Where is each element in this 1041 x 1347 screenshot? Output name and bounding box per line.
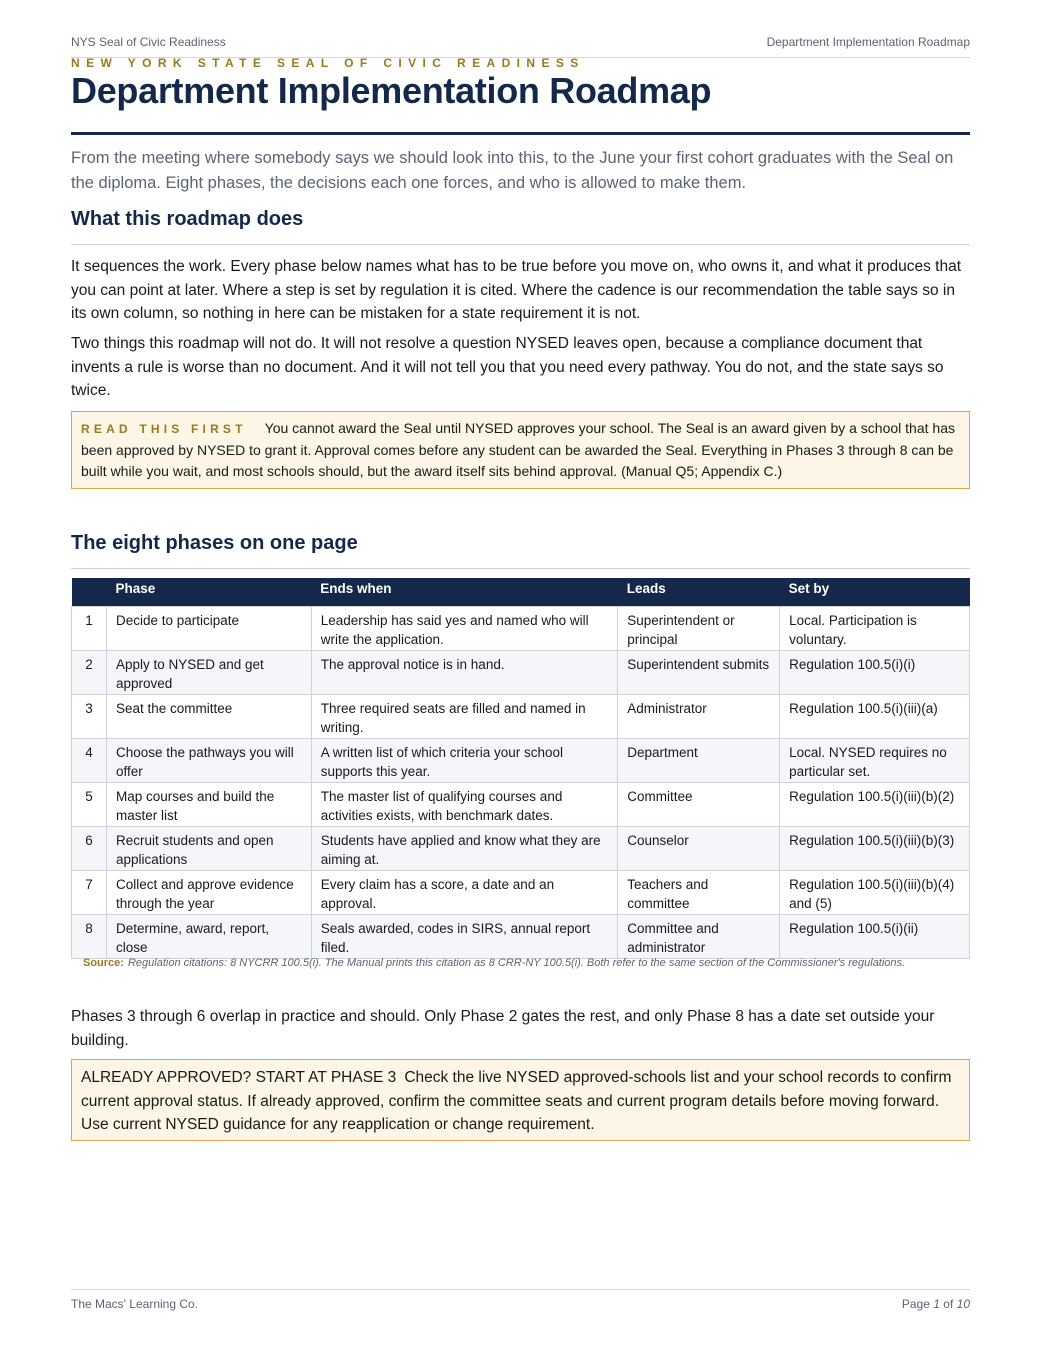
paragraph-sequence: It sequences the work. Every phase below names what has to be true before you move on, who owns it, and what it produces that you can point at later. Where a step is set by regulation it is cited. Where the cadence is our recommendation the table says so in its own column, so nothing in here can be mistaken for a state requirement it is not. <box>71 258 962 322</box>
cell-phase: Determine, award, report, close <box>106 914 311 958</box>
section-heading-roadmap: What this roadmap does <box>71 208 304 230</box>
table-row <box>72 738 970 782</box>
page-title: Department Implementation Roadmap <box>71 70 712 111</box>
cell-leads: Committee <box>618 782 780 826</box>
cell-ends-when: The approval notice is in hand. <box>311 650 618 694</box>
table-row <box>72 782 970 826</box>
table-row <box>72 914 970 958</box>
cell-ends-when: Every claim has a score, a date and an approval. <box>311 870 618 914</box>
lede: From the meeting where somebody says we should look into this, to the June your first cohort graduates with the Seal on the diploma. Eight phases, the decisions each one forces, and who is allowed to make them. <box>71 149 954 192</box>
callout-tag: READ THIS FIRST <box>81 422 247 436</box>
cell-phase: Map courses and build the master list <box>106 782 311 826</box>
cell-phase: Apply to NYSED and get approved <box>106 650 311 694</box>
cell-leads: Department <box>618 738 780 782</box>
column-header <box>72 578 107 606</box>
page-number <box>902 1297 970 1311</box>
cell-set-by: Regulation 100.5(i)(iii)(b)(2) <box>780 782 970 826</box>
cell-phase: Choose the pathways you will offer <box>106 738 311 782</box>
cell-ends-when: Seals awarded, codes in SIRS, annual report filed. <box>311 914 618 958</box>
callout-tag: ALREADY APPROVED? START AT PHASE 3 <box>81 1069 397 1086</box>
page-footer <box>71 1289 970 1314</box>
table-row <box>72 606 970 650</box>
callout-already-approved <box>71 1059 970 1141</box>
callout-text: You cannot award the Seal until NYSED approves your school. The Seal is an award given by a school that has been approved by NYSED to grant it. Approval comes before any student can be awarded the Seal. Everything in Phases 3 through 8 can be built while you wait, and most schools should, but the award itself sits behind approval. (Manual Q5; Appendix C.) <box>81 420 955 479</box>
footer-publisher: The Macs' Learning Co. <box>71 1297 199 1311</box>
table-row <box>72 870 970 914</box>
kicker: NEW YORK STATE SEAL OF CIVIC READINESS <box>71 56 585 70</box>
cell-number: 2 <box>72 650 107 694</box>
cell-phase: Recruit students and open applications <box>106 826 311 870</box>
section-rule <box>71 244 970 245</box>
cell-number: 4 <box>72 738 107 782</box>
cell-leads: Superintendent or principal <box>618 606 780 650</box>
header-left: NYS Seal of Civic Readiness <box>71 35 226 49</box>
page-current: 1 <box>933 1297 940 1311</box>
cell-ends-when: Leadership has said yes and named who will write the application. <box>311 606 618 650</box>
cell-leads: Superintendent submits <box>618 650 780 694</box>
cell-set-by: Regulation 100.5(i)(ii) <box>780 914 970 958</box>
column-header: Leads <box>618 578 780 606</box>
cell-ends-when: Three required seats are filled and named in writing. <box>311 694 618 738</box>
cell-phase: Seat the committee <box>106 694 311 738</box>
page-of: of <box>943 1297 954 1311</box>
paragraph-overlap: Phases 3 through 6 overlap in practice and should. Only Phase 2 gates the rest, and only Phase 8 has a date set outside your building. <box>71 1008 935 1049</box>
column-header: Phase <box>106 578 311 606</box>
cell-set-by: Regulation 100.5(i)(iii)(a) <box>780 694 970 738</box>
callout-read-first <box>71 411 970 489</box>
cell-set-by: Local. Participation is voluntary. <box>780 606 970 650</box>
cell-leads: Committee and administrator <box>618 914 780 958</box>
column-header: Set by <box>780 578 970 606</box>
cell-number: 3 <box>72 694 107 738</box>
cell-phase: Collect and approve evidence through the year <box>106 870 311 914</box>
header-right: Department Implementation Roadmap <box>766 35 970 49</box>
page-prefix: Page <box>901 1297 930 1311</box>
cell-number: 6 <box>72 826 107 870</box>
section-rule <box>71 568 970 569</box>
source-text: Regulation citations: 8 NYCRR 100.5(i). The Manual prints this citation as 8 CRR-NY 100.5(i). Both refer to the same section of the Commissioner's regulations. <box>127 957 906 969</box>
cell-set-by: Local. NYSED requires no particular set. <box>780 738 970 782</box>
cell-number: 7 <box>72 870 107 914</box>
cell-set-by: Regulation 100.5(i)(i) <box>780 650 970 694</box>
cell-ends-when: A written list of which criteria your school supports this year. <box>311 738 618 782</box>
phases-table <box>71 578 970 959</box>
cell-leads: Administrator <box>618 694 780 738</box>
section-heading-phases: The eight phases on one page <box>71 532 358 554</box>
running-header <box>71 35 970 58</box>
title-rule <box>71 132 970 135</box>
paragraph-limits: Two things this roadmap will not do. It will not resolve a question NYSED leaves open, because a compliance document that invents a rule is worse than no document. And it will not tell you that you need every pathway. You do not, and the state says so twice. <box>71 335 944 399</box>
table-header-row <box>72 578 970 606</box>
page-total: 10 <box>956 1297 970 1311</box>
cell-ends-when: The master list of qualifying courses and activities exists, with benchmark dates. <box>311 782 618 826</box>
cell-set-by: Regulation 100.5(i)(iii)(b)(3) <box>780 826 970 870</box>
table-source-note <box>83 957 905 969</box>
cell-phase: Decide to participate <box>106 606 311 650</box>
column-header: Ends when <box>311 578 618 606</box>
cell-leads: Teachers and committee <box>618 870 780 914</box>
cell-ends-when: Students have applied and know what they are aiming at. <box>311 826 618 870</box>
source-label: Source: <box>83 957 124 969</box>
cell-number: 8 <box>72 914 107 958</box>
cell-number: 5 <box>72 782 107 826</box>
cell-set-by: Regulation 100.5(i)(iii)(b)(4) and (5) <box>780 870 970 914</box>
cell-number: 1 <box>72 606 107 650</box>
cell-leads: Counselor <box>618 826 780 870</box>
callout-text: Check the live NYSED approved-schools list and your school records to confirm current approval status. If already approved, confirm the committee seats and current program details before moving forward. Use current NYSED guidance for any reapplication or change requirement. <box>81 1069 952 1133</box>
table-row <box>72 650 970 694</box>
table-row <box>72 694 970 738</box>
table-row <box>72 826 970 870</box>
